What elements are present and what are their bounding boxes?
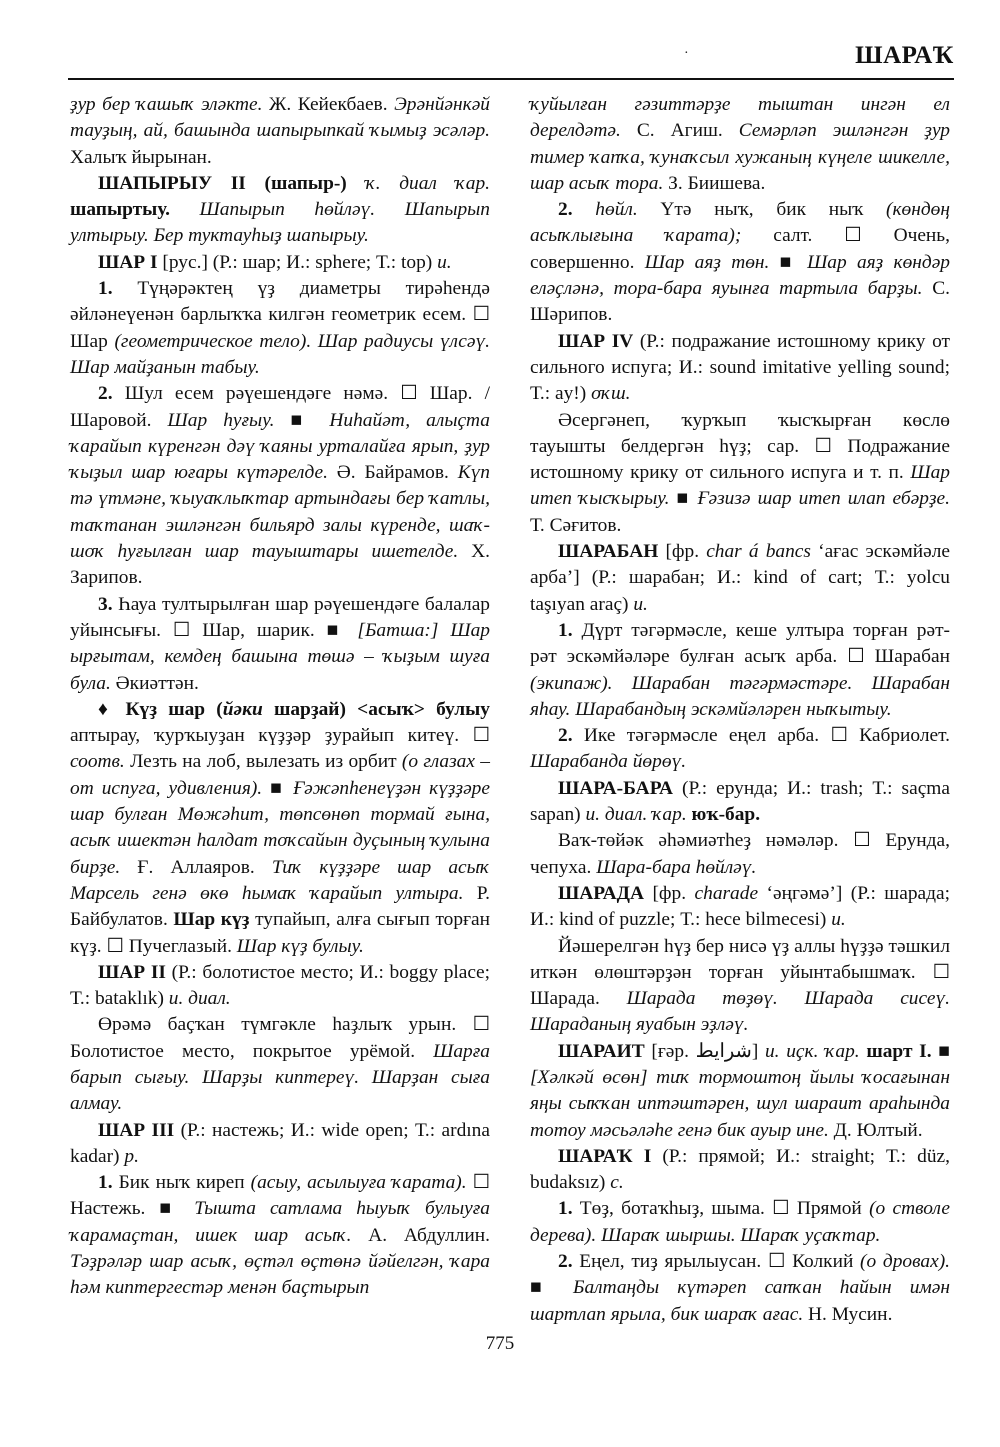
header-dot: · [684,46,689,61]
dictionary-entry-paragraph: 1. Дүрт тәгәрмәсле, кеше ултыра торған рәт-рәт эскәмйәләре булған асыҡ арба. ☐ Шарабан (экипаж). Шарабан тәгәрмәстәре. Шарабан яһау. Шарабандың эскәмйәләрен ныҡытыу. [530,619,950,720]
dictionary-entry-paragraph: ШАПЫРЫУ II (шапыр-) ҡ. диал ҡар. шапыртыу. Шапырып һөйләү. Шапырып ултырыу. Бер туктауһыҙ шапырыу. [70,172,491,247]
dictionary-entry-paragraph: 2. Ике тәгәрмәсле еңел арба. ☐ Кабриолет. Шарабанда йөрөү. [530,725,950,773]
running-header [68,34,954,80]
dictionary-entry-paragraph: Ваҡ-төйәк әһәмиәтһеҙ нәмәләр. ☐ Ерунда, чепуха. Шара-бара һөйләү. [530,830,950,878]
dictionary-entry-paragraph: 1. Төҙ, ботаҡһыҙ, шыма. ☐ Прямой (о стволе дерева). Шараҡ шыршы. Шараҡ уҫаҡтар. [530,1198,951,1246]
dictionary-entry-paragraph: ШАРАБАН [фр. char á bancs ‘ағас эскәмйәле арба’] (Р.: шарабан; И.: kind of cart; Т.: yolcu taşıyan araç) и. [530,541,950,615]
dictionary-entry-paragraph: 3. Һауа тултырылған шар рәүешендәге балалар уйынсығы. ☐ Шар, шарик. ■ [Батша:] Шар ырғытам, кемдең башына төшә – ҡыҙым шуға була. Әкиәттән. [70,593,490,694]
dictionary-entry-paragraph: Әсергәнеп, ҡурҡып ҡысҡырған көслө тауышты белдергән һүҙ; сар. ☐ Подражание истошному крику от сильного испуга и т. п. Шар итеп ҡысҡырыу. ■ Ғәзизә шар итеп илап ебәрҙе. Т. Сәғитов. [530,409,950,536]
dictionary-entry-paragraph: ҙур бер ҡашыҡ эләкте. Ж. Кейекбаев. Эрәнйәнкәй тауҙың, ай, башында шапырыпкай ҡымыҙ эсәләр. Халыҡ йырынан. [70,94,490,168]
dictionary-entry-paragraph: ♦ Күҙ шар (йәки шарҙай) <асыҡ> булыу аптырау, ҡурҡыуҙан күҙҙәр ҙурайып китеү. ☐ соотв. Лезть на лоб, вылезать из орбит (о глазах – от испуга, удивления). ■ Ғәжәпһенеүҙән күҙҙәре шар булған Мөжәһит, төпсөнөп тормай ғына, асыҡ ишектән һалдат тоҡсайын дуҫының ҡулына бирҙе. Ғ. Аллаяров. Тиҡ күҙҙәре шар асыҡ Марсель генә өкө һымаҡ ҡарайып ултыра. Р. Байбулатов. Шар күҙ тупайып, алға сығып торған күҙ. ☐ Пучеглазый. Шар күҙ булыу. [70,698,491,957]
dictionary-entry-paragraph: ШАР IV (Р.: подражание истошному крику от сильного испуга; И.: sound imitative yelling sound; Т.: ay!) оҡш. [530,330,950,405]
dictionary-entry-paragraph: 1. Түңәрәктең үҙ диаметры тирәһендә әйләнеүенән барлыҡҡа килгән геометрик есем. ☐ Шар (геометрическое тело). Шар радиусы үлсәү. Шар майҙанын табыу. [70,278,490,378]
dictionary-entry-paragraph: ШАР I [рус.] (Р.: шар; И.: sphere; Т.: top) и. [98,251,452,273]
dictionary-entry-paragraph: ШАР III (Р.: настежь; И.: wide open; Т.: ardına kadar) р. [70,1119,490,1167]
dictionary-entry-paragraph: ШАРАИТ [ғәр. شرايط] и. иҫк. ҡар. шарт I. ■ [Хәлкәй өсөн] тиҡ тормоштоң йылы ҡосағынан яңы сыҡҡан иптәштәрен, шул шараит араһында тотоу мәсьәләһе генә бик ауыр ине. Д. Юлтый. [530,1040,950,1141]
dictionary-entry-paragraph: ШАР II (Р.: болотистое место; И.: boggy place; Т.: bataklık) и. диал. [70,961,490,1010]
dictionary-entry-paragraph: ШАРАДА [фр. charade ‘әңгәмә’] (Р.: шарада; И.: kind of puzzle; Т.: hece bilmecesi) и. [530,882,950,931]
page-number: 775 [485,1333,515,1354]
dictionary-entry-paragraph: 1. Бик ныҡ киреп (асыу, асылыуға ҡарата). ☐ Настежь. ■ Тышта сатлама һыуыҡ булыуға ҡарамаҫтан, ишек шар асыҡ. А. Абдуллин. Тәҙрәләр шар асыҡ, өҫтәл өҫтөнә йәйелгән, ҡара һәм киптергестәр менән баҫтырып [70,1172,491,1299]
right-column [530,92,950,1328]
dictionary-entry-paragraph: Йәшерелгән һүҙ бер нисә үҙ аллы һүҙҙә тәшкил иткән өлөштәрҙән торған уйынтабышмаҡ. ☐ Шарада. Шарада төҙөү. Шарада сисеү. Шараданың яуабын эҙләү. [530,935,950,1036]
running-head-word: ШАРАҠ [855,42,954,69]
dictionary-entry-paragraph: Өрәмә баҫҡан түмгәкле һаҙлыҡ урын. ☐ Болотистое место, покрытое урёмой. Шарға барып сығыу. Шарҙы киптереү. Шарҙан сыға алмау. [70,1014,490,1115]
dictionary-entry-paragraph: ШАРАҠ I (Р.: прямой; И.: straight; Т.: düz, budaksız) с. [530,1145,950,1194]
dictionary-entry-paragraph: 2. һөйл. Үтә ныҡ, бик ныҡ (көндөң асыҡлығына ҡарата); салт. ☐ Очень, совершенно. Шар аяҙ төн. ■ Шар аяҙ көндәр еләҫләнә, тора-бара яуынға тартыла барҙы. С. Шәрипов. [530,199,951,326]
dictionary-entry-paragraph: ШАРА-БАРА (Р.: ерунда; И.: trash; Т.: saçma sapan) и. диал. ҡар. юҡ-бар. [530,777,950,826]
dictionary-entry-paragraph: ҡуйылған гәзиттәрҙе тыштан ингән ел дерелдәтә. С. Агиш. Семәрләп эшләнгән ҙур тимер ҡапҡа, ҡунаҡсыл хужаның күңеле шикелле, шар асыҡ тора. З. Биишева. [530,94,951,194]
left-column [70,92,490,1302]
dictionary-entry-paragraph: 2. Шул есем рәүешендәге нәмә. ☐ Шар. / Шаровой. Шар һуғыу. ■ Ниһайәт, алыҫта ҡарайып күренгән дәү ҡаяны урталайға ярып, ҙур ҡыҙыл шар юғары күтәрелде. Ә. Байрамов. Күп тә үтмәне, ҡыуаҡлыҡтар артындағы бер ҡатлы, таҡтанан эшләнгән бильярд залы күренде, шаҡ-шоҡ һуғылған шар тауыштары ишетелде. Х. Зарипов. [70,383,490,589]
dictionary-entry-paragraph: 2. Еңел, тиҙ ярылыусан. ☐ Колкий (о дровах). ■ Балтаңды күтәреп сапҡан һайын имән шартлап ярыла, бик шараҡ ағас. Н. Мусин. [530,1251,951,1325]
